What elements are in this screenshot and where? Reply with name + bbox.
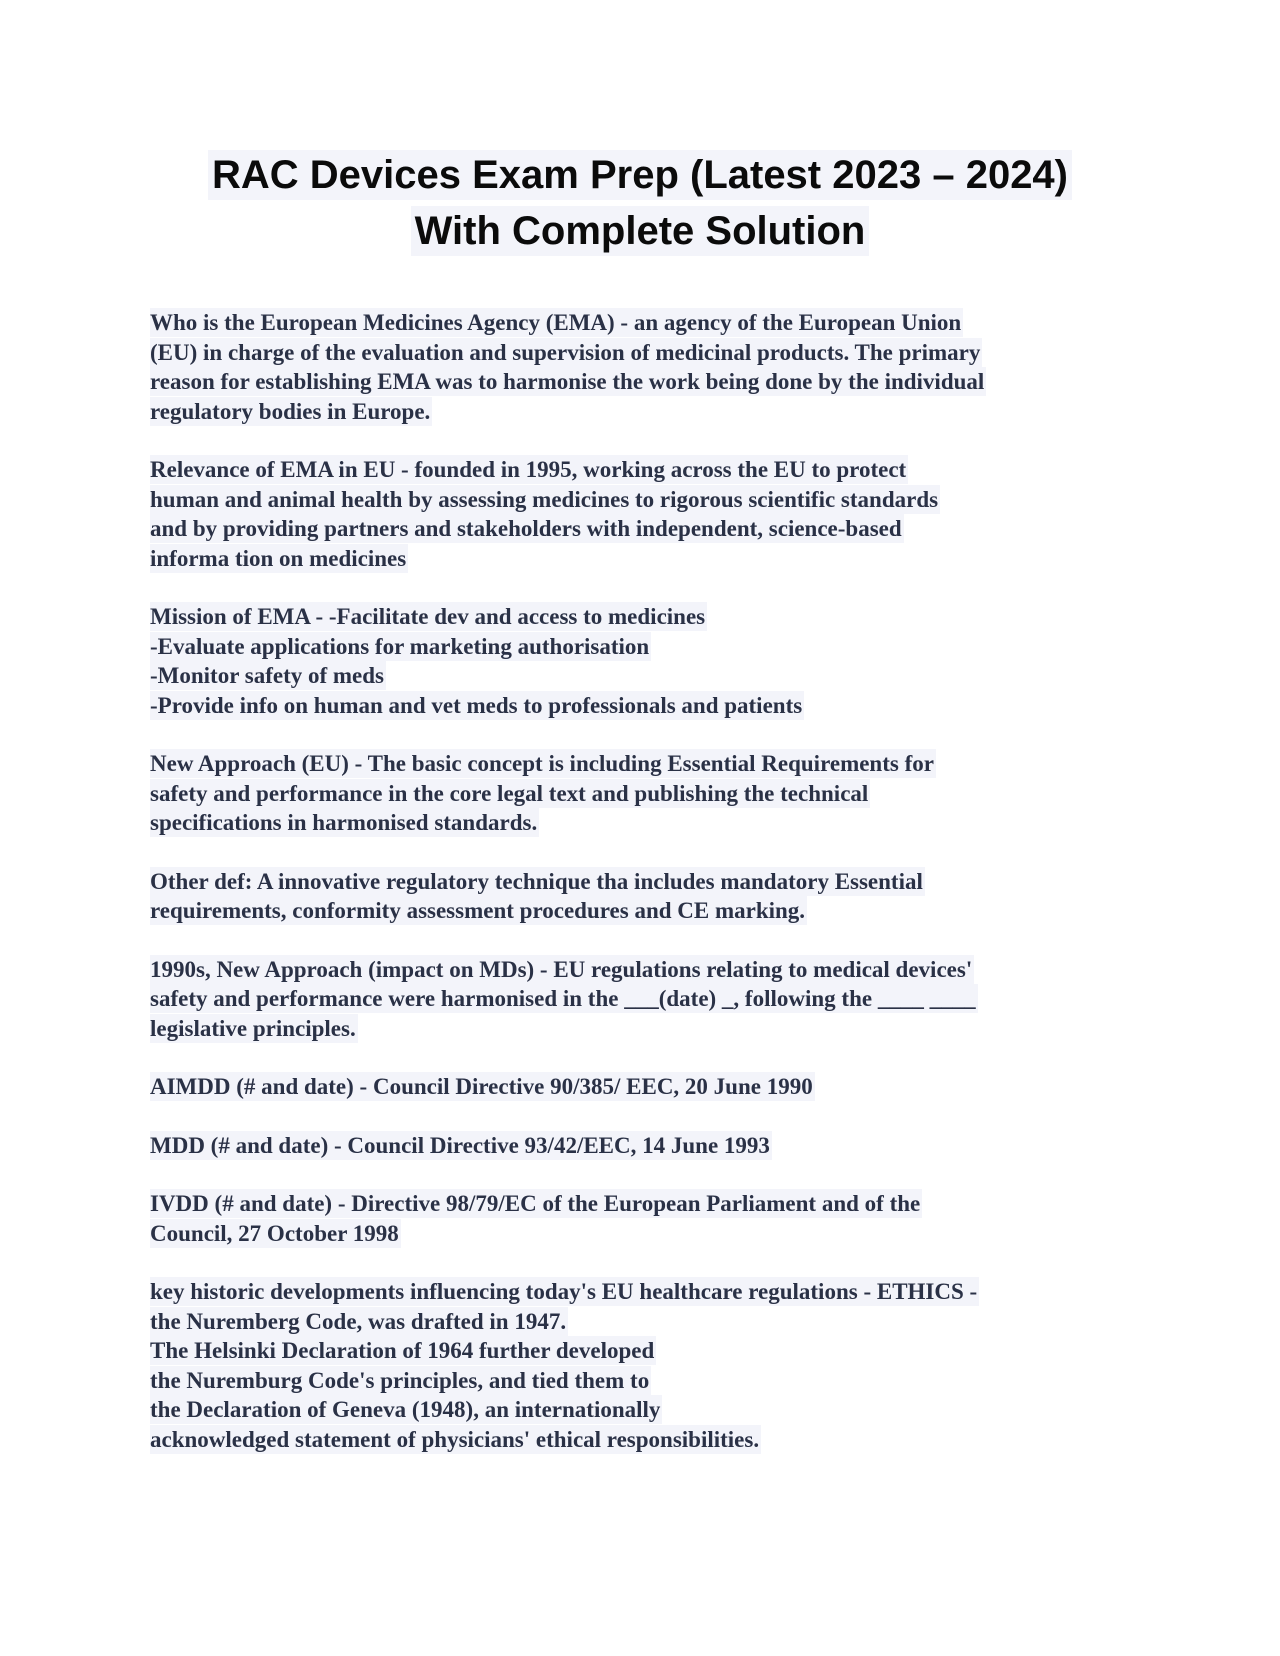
document-body	[150, 308, 1150, 1483]
text-line: regulatory bodies in Europe.	[150, 398, 431, 424]
text-line: -Monitor safety of meds	[150, 663, 384, 688]
text-line: acknowledged statement of physicians' ethical responsibilities.	[150, 1426, 760, 1452]
text-line: specifications in harmonised standards.	[150, 810, 538, 835]
paragraph	[150, 1072, 1150, 1102]
paragraph	[150, 867, 1150, 926]
text-line: Mission of EMA - -Facilitate dev and access to medicines	[150, 604, 706, 629]
text-line: New Approach (EU) - The basic concept is including Essential Requirements for	[150, 751, 934, 776]
text-line: AIMDD (# and date) - Council Directive 90/385/ EEC, 20 June 1990	[150, 1074, 813, 1099]
paragraph	[150, 1277, 1150, 1454]
text-line: key historic developments influencing today's EU healthcare regulations - ETHICS -	[150, 1279, 978, 1304]
paragraph	[150, 749, 1150, 838]
text-line: Who is the European Medicines Agency (EMA) - an agency of the European Union	[150, 310, 962, 335]
text-line: and by providing partners and stakeholders with independent, science-based	[150, 516, 902, 541]
paragraph	[150, 455, 1150, 573]
text-line: Other def: A innovative regulatory technique tha includes mandatory Essential	[150, 868, 923, 894]
paragraph	[150, 955, 1150, 1044]
text-line: -Provide info on human and vet meds to professionals and patients	[150, 692, 803, 718]
title-line-2: With Complete Solution	[411, 206, 870, 256]
text-line: The Helsinki Declaration of 1964 further developed	[150, 1338, 655, 1363]
paragraph	[150, 308, 1150, 426]
text-line: (EU) in charge of the evaluation and supervision of medicinal products. The primary	[150, 339, 981, 365]
paragraph	[150, 1131, 1150, 1161]
text-line: the Nuremburg Code's principles, and tied them to	[150, 1367, 650, 1393]
text-line: Council, 27 October 1998	[150, 1220, 399, 1246]
text-line: the Nuremberg Code, was drafted in 1947.	[150, 1308, 567, 1334]
text-line: legislative principles.	[150, 1015, 356, 1041]
text-line: requirements, conformity assessment procedures and CE marking.	[150, 898, 806, 923]
text-line: safety and performance were harmonised in the ___(date) _, following the ____ ____	[150, 986, 976, 1011]
document-title	[0, 150, 1280, 262]
text-line: human and animal health by assessing medicines to rigorous scientific standards	[150, 486, 939, 512]
text-line: MDD (# and date) - Council Directive 93/42/EEC, 14 June 1993	[150, 1132, 770, 1158]
title-line-1: RAC Devices Exam Prep (Latest 2023 – 2024)	[208, 150, 1072, 200]
text-line: reason for establishing EMA was to harmonise the work being done by the individual	[150, 369, 985, 394]
text-line: IVDD (# and date) - Directive 98/79/EC of the European Parliament and of the	[150, 1191, 921, 1216]
text-line: 1990s, New Approach (impact on MDs) - EU regulations relating to medical devices'	[150, 956, 973, 982]
text-line: informa tion on medicines	[150, 545, 407, 571]
paragraph	[150, 1189, 1150, 1248]
paragraph	[150, 602, 1150, 720]
text-line: safety and performance in the core legal text and publishing the technical	[150, 780, 869, 806]
text-line: the Declaration of Geneva (1948), an internationally	[150, 1397, 661, 1422]
text-line: Relevance of EMA in EU - founded in 1995, working across the EU to protect	[150, 457, 907, 482]
text-line: -Evaluate applications for marketing authorisation	[150, 633, 650, 659]
